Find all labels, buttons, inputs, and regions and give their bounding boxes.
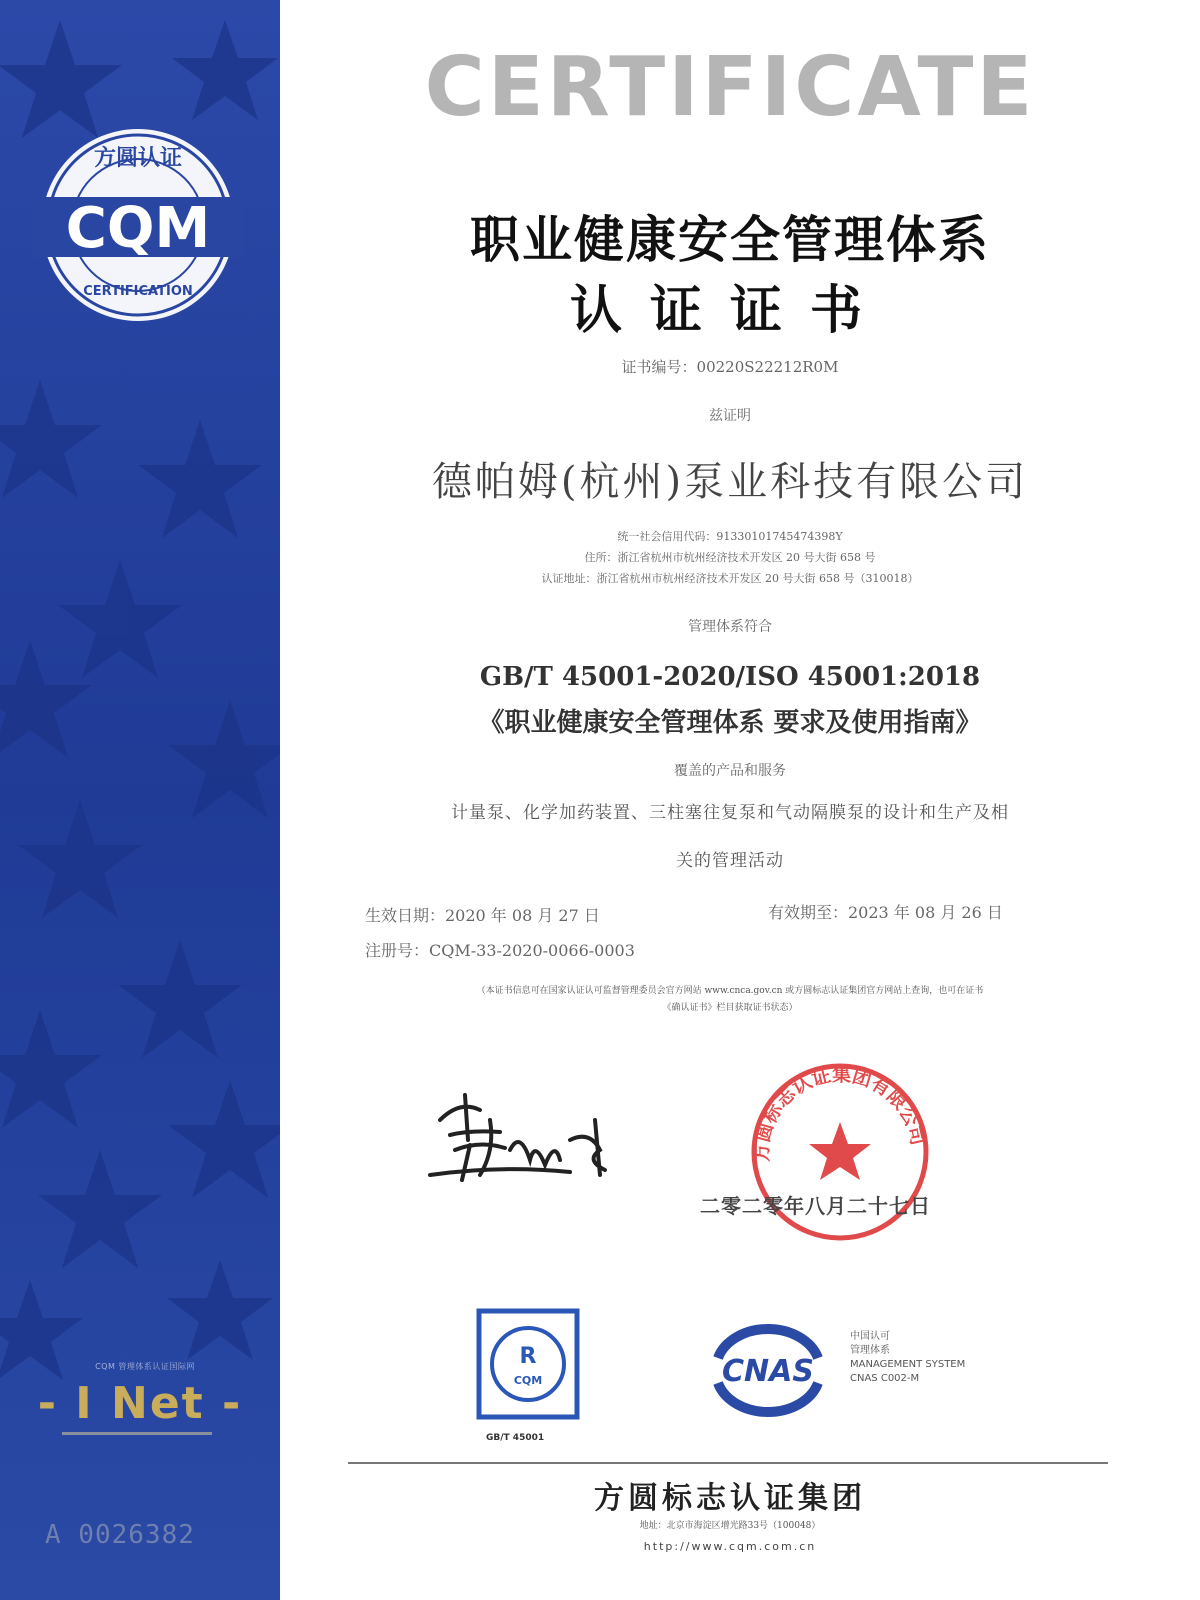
certificate-subtitle: 认证证书 bbox=[569, 281, 890, 341]
organization-website: http://www.cqm.com.cn bbox=[643, 1540, 817, 1553]
scope-text-line1: 计量泵、化学加药装置、三柱塞往复泵和气动隔膜泵的设计和生产及相 bbox=[451, 803, 1009, 823]
verification-note-line1: （本证书信息可在国家认证认可监督管理委员会官方网站 www.cnca.gov.cn 或方圆标志认证集团官方网站上查询，也可在证书 bbox=[476, 986, 984, 996]
verification-note-line2: 《确认证书》栏目获取证书状态） bbox=[662, 1003, 798, 1013]
footer-divider bbox=[348, 1462, 1108, 1464]
logo-bottom-text: CERTIFICATION bbox=[83, 284, 193, 299]
standard-code: GB/T 45001-2020/ISO 45001:2018 bbox=[479, 662, 981, 692]
cnas-line: 中国认可 bbox=[850, 1331, 890, 1342]
certificate-number: 证书编号：00220S22212R0M bbox=[621, 358, 839, 376]
r-logo-text: CQM bbox=[513, 1374, 543, 1387]
inet-caption: CQM 管理体系认证国际网 bbox=[95, 1362, 195, 1371]
conform-label: 管理体系符合 bbox=[688, 619, 772, 635]
scope-text-line2: 关的管理活动 bbox=[676, 851, 784, 871]
cnas-line: CNAS C002-M bbox=[850, 1373, 920, 1384]
issue-date: 二零二零年八月二十七日 bbox=[700, 1194, 931, 1218]
svg-text:R: R bbox=[519, 1344, 537, 1369]
issuing-organization: 方圆标志认证集团 bbox=[594, 1481, 866, 1516]
cnas-logo-text: CNAS bbox=[722, 1354, 814, 1389]
logo-top-text: 方圆认证 bbox=[93, 146, 183, 171]
certified-address: 认证地址：浙江省杭州市杭州经济技术开发区 20 号大街 658 号（310018） bbox=[541, 572, 919, 585]
sidebar-panel bbox=[0, 0, 280, 1600]
inet-mark: - I Net - bbox=[37, 1378, 243, 1429]
r-logo-label: GB/T 45001 bbox=[486, 1433, 545, 1443]
cnas-line: MANAGEMENT SYSTEM bbox=[850, 1359, 966, 1370]
signature bbox=[410, 1080, 640, 1190]
inet-underline bbox=[62, 1432, 212, 1435]
effective-date: 生效日期：2020 年 08 月 27 日 bbox=[365, 906, 600, 925]
company-seal bbox=[740, 1060, 940, 1250]
logo-main-text: CQM bbox=[65, 196, 211, 261]
company-address: 住所：浙江省杭州市杭州经济技术开发区 20 号大街 658 号 bbox=[584, 551, 876, 564]
cqm-r-logo bbox=[476, 1308, 580, 1420]
company-name: 德帕姆(杭州)泵业科技有限公司 bbox=[431, 459, 1029, 505]
credit-code: 统一社会信用代码：91330101745474398Y bbox=[617, 530, 843, 543]
valid-until: 有效期至：2023 年 08 月 26 日 bbox=[768, 903, 1003, 922]
certificate-title: 职业健康安全管理体系 bbox=[470, 211, 990, 269]
cnas-logo bbox=[698, 1313, 838, 1423]
certify-label: 兹证明 bbox=[709, 408, 751, 424]
cqm-logo bbox=[28, 125, 248, 325]
certificate-heading: CERTIFICATE bbox=[424, 40, 1036, 135]
scope-label: 覆盖的产品和服务 bbox=[674, 763, 786, 779]
cnas-line: 管理体系 bbox=[850, 1345, 890, 1356]
serial-number: A 0026382 bbox=[45, 1520, 195, 1550]
standard-name: 《职业健康安全管理体系 要求及使用指南》 bbox=[478, 708, 982, 738]
certificate-body bbox=[290, 0, 1170, 1600]
registration-number: 注册号：CQM-33-2020-0066-0003 bbox=[365, 941, 635, 960]
organization-address: 地址：北京市海淀区增光路33号（100048） bbox=[639, 1521, 821, 1531]
cnas-description bbox=[850, 1330, 965, 1386]
seal-text: 方圆标志认证集团有限公司 bbox=[750, 1063, 929, 1163]
